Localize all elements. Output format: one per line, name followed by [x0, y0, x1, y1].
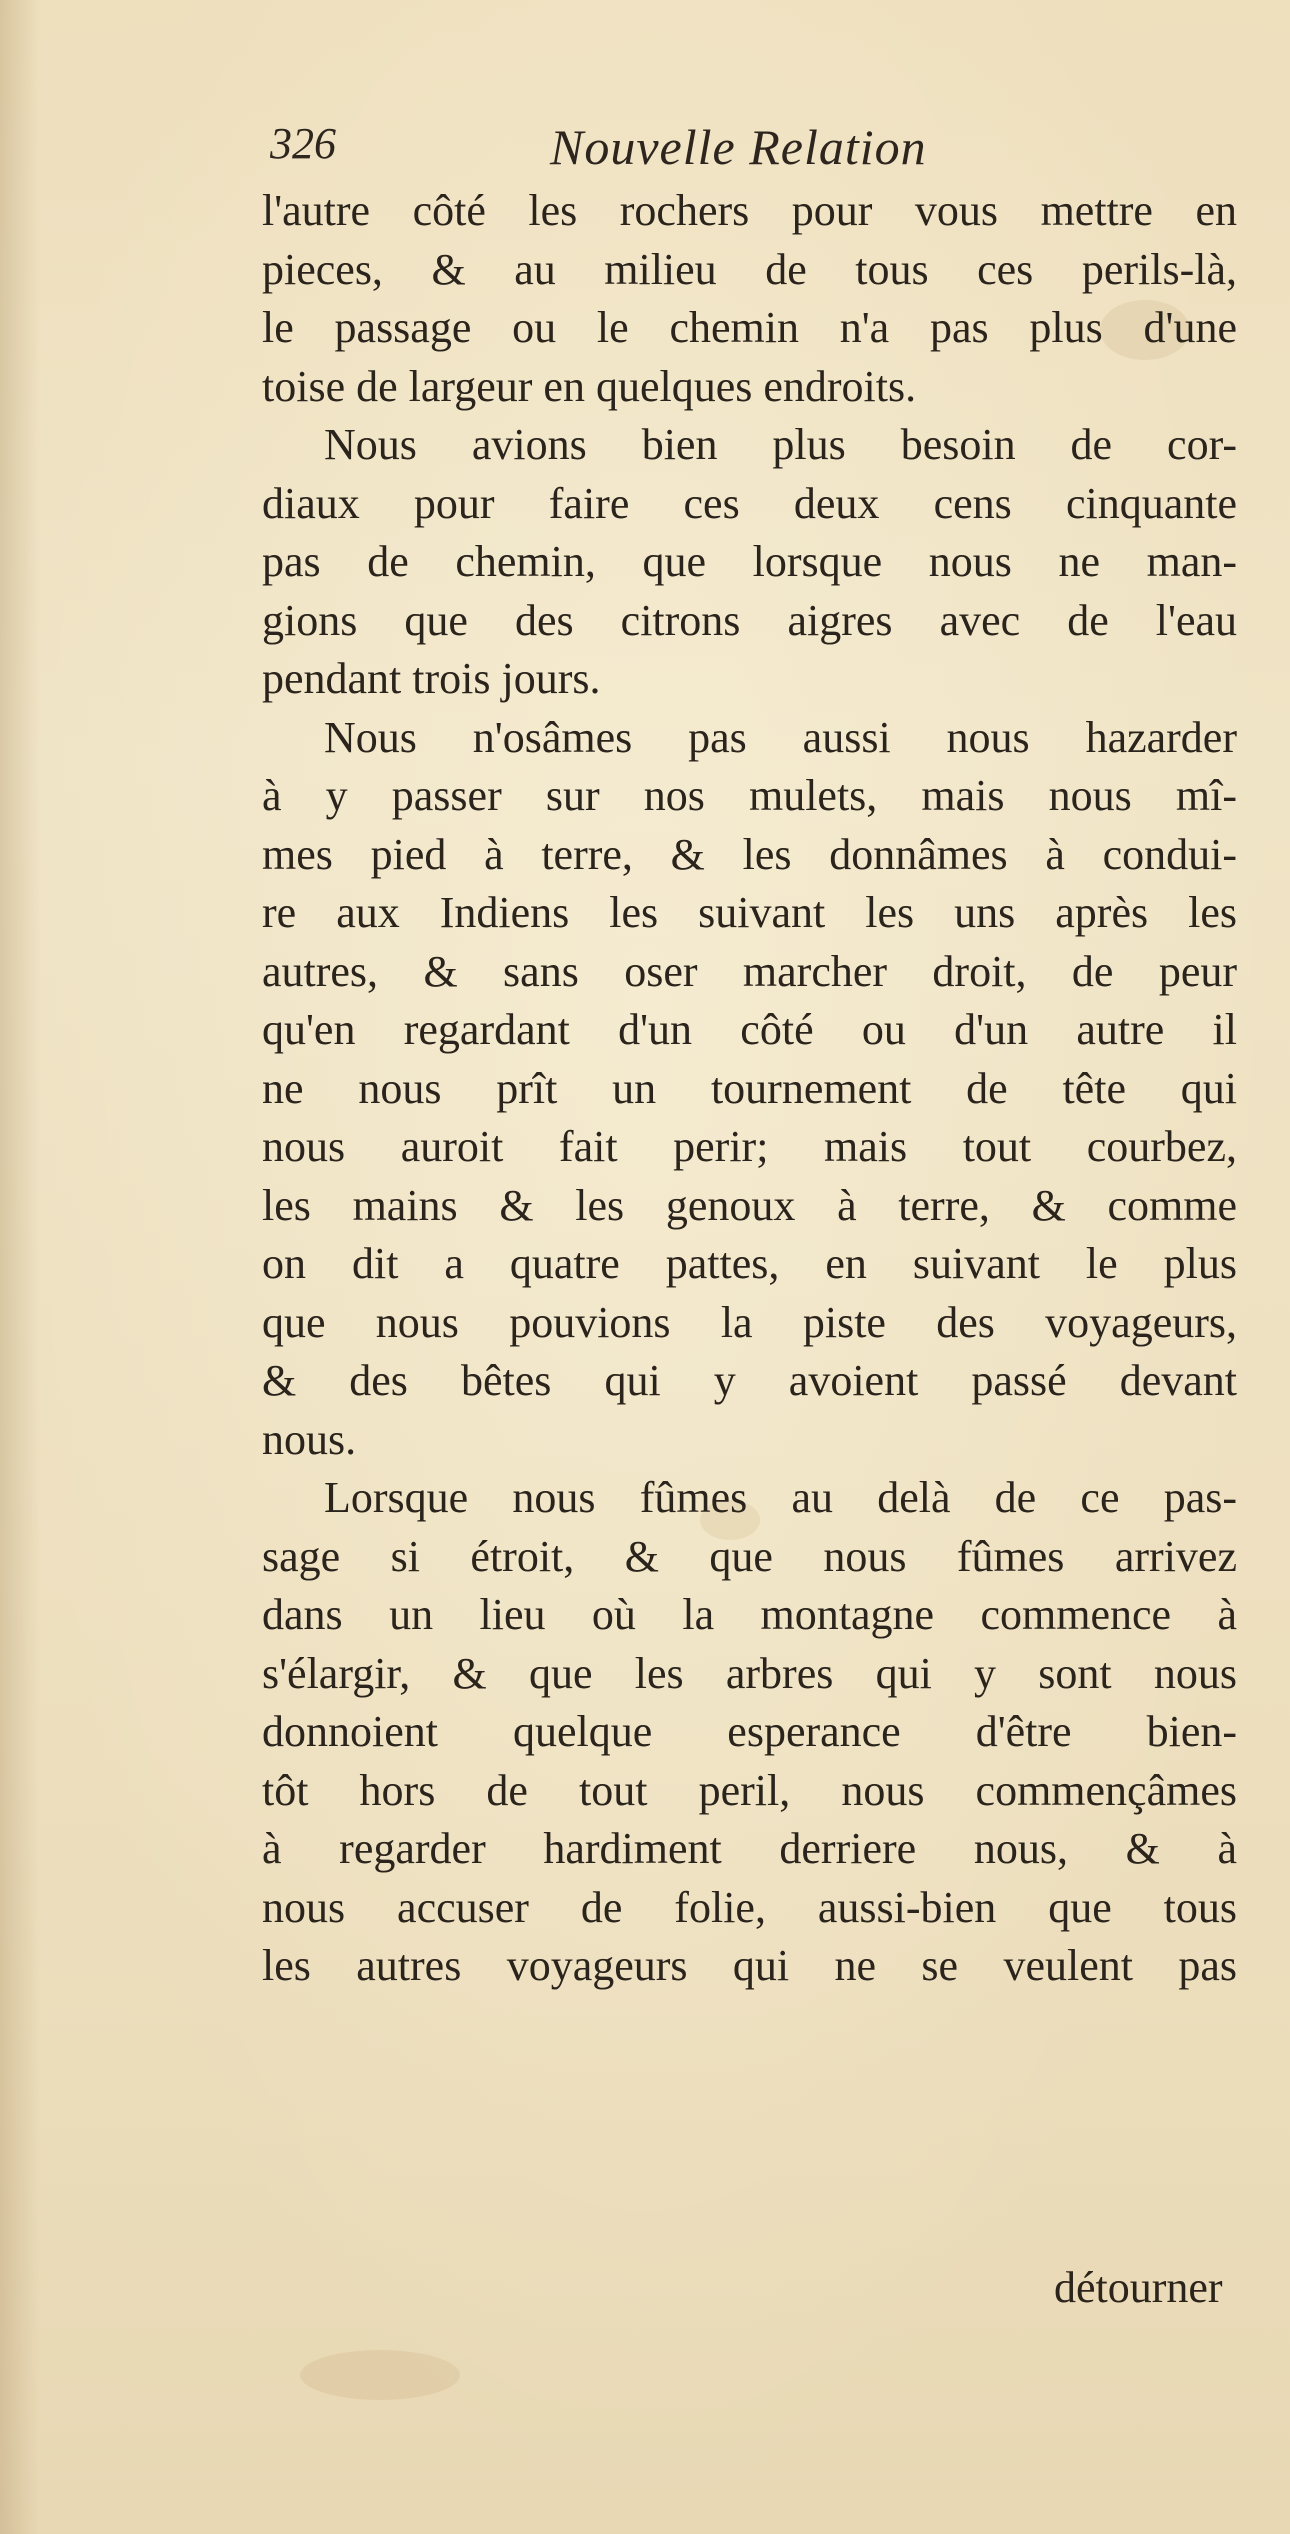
- text-line: ne nous prît un tournement de tête qui: [262, 1063, 1237, 1113]
- text-line: s'élargir, & que les arbres qui y sont nous: [262, 1648, 1237, 1698]
- text-line: Nous n'osâmes pas aussi nous hazarder: [324, 712, 1237, 762]
- text-line: dans un lieu où la montagne commence à: [262, 1590, 1237, 1639]
- running-head: Nouvelle Relation: [550, 119, 927, 175]
- text-line: pieces, & au milieu de tous ces perils-là,: [262, 244, 1237, 294]
- text-line: Nous avions bien plus besoin de cor-: [324, 420, 1237, 469]
- text-line: l'autre côté les rochers pour vous mettre en: [262, 186, 1237, 235]
- text-line: nous.: [262, 1414, 357, 1464]
- text-line: tôt hors de tout peril, nous commençâmes: [262, 1765, 1237, 1815]
- text-line: le passage ou le chemin n'a pas plus d'une: [262, 303, 1237, 352]
- page-header: [270, 118, 1070, 188]
- text-line: qu'en regardant d'un côté ou d'un autre il: [262, 1005, 1237, 1054]
- text-line: & des bêtes qui y avoient passé devant: [262, 1356, 1237, 1405]
- text-line: toise de largeur en quelques endroits.: [262, 361, 917, 411]
- text-line: mes pied à terre, & les donnâmes à condui-: [262, 829, 1237, 879]
- text-line: Lorsque nous fûmes au delà de ce pas-: [324, 1473, 1237, 1522]
- text-line: les mains & les genoux à terre, & comme: [262, 1180, 1237, 1230]
- text-line: pendant trois jours.: [262, 654, 601, 703]
- text-line: diaux pour faire ces deux cens cinquante: [262, 478, 1237, 528]
- catchword: détourner: [1054, 2263, 1223, 2312]
- text-line: sage si étroit, & que nous fûmes arrivez: [262, 1531, 1237, 1581]
- text-line: autres, & sans oser marcher droit, de peur: [262, 946, 1237, 996]
- text-line: donnoient quelque esperance d'être bien-: [262, 1707, 1237, 1756]
- gutter-shadow: [0, 0, 40, 2534]
- text-line: les autres voyageurs qui ne se veulent pas: [262, 1941, 1237, 1990]
- text-line: à y passer sur nos mulets, mais nous mî-: [262, 771, 1237, 820]
- text-line: gions que des citrons aigres avec de l'eau: [262, 595, 1237, 645]
- page-number: 326: [270, 119, 336, 168]
- text-line: pas de chemin, que lorsque nous ne man-: [262, 537, 1237, 586]
- text-line: nous auroit fait perir; mais tout courbez,: [262, 1122, 1237, 1171]
- body-text: [262, 182, 1237, 1996]
- text-line: on dit a quatre pattes, en suivant le plus: [262, 1239, 1237, 1288]
- text-line: re aux Indiens les suivant les uns après les: [262, 888, 1237, 937]
- text-line: que nous pouvions la piste des voyageurs,: [262, 1297, 1237, 1347]
- text-line: nous accuser de folie, aussi-bien que tous: [262, 1882, 1237, 1932]
- text-line: à regarder hardiment derriere nous, & à: [262, 1824, 1237, 1873]
- paper-stain: [300, 2350, 460, 2400]
